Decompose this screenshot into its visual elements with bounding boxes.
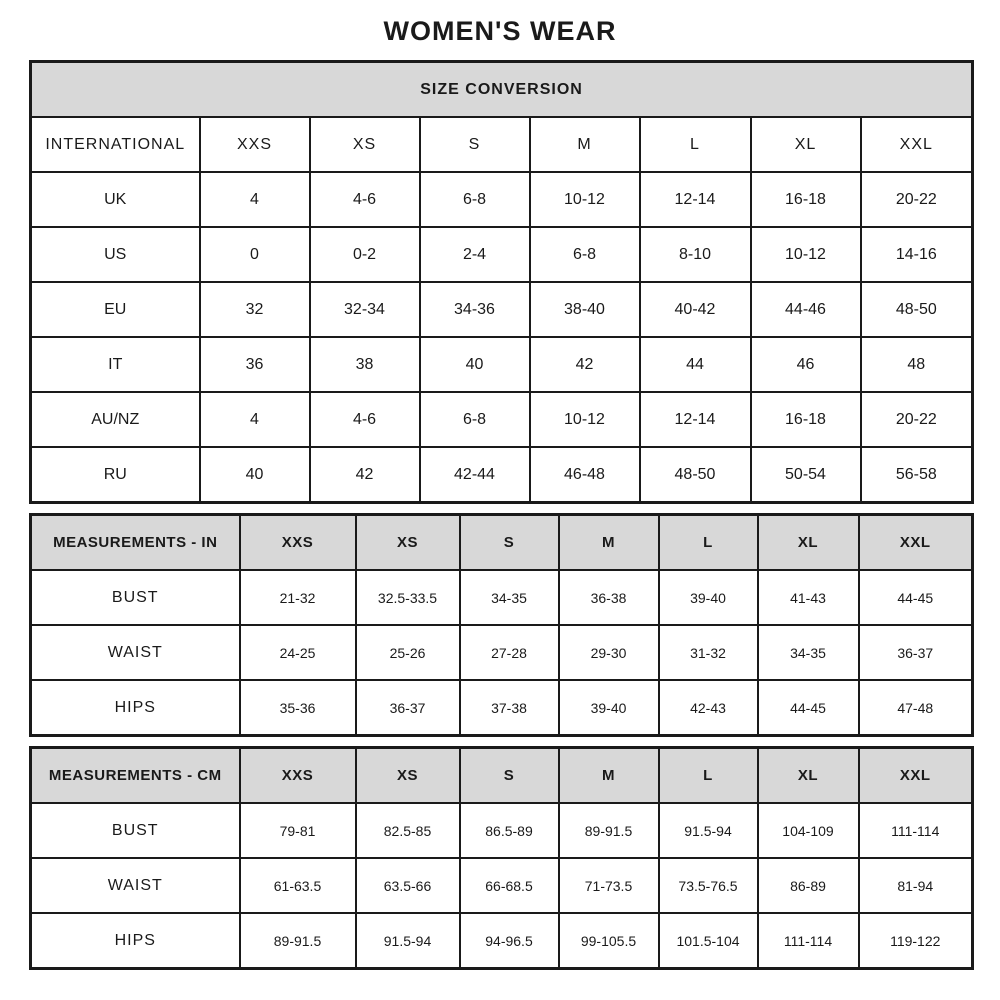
col-header-size: XS <box>356 748 460 804</box>
row-label: BUST <box>31 570 240 625</box>
size-value: 4-6 <box>310 172 420 227</box>
size-value: 8-10 <box>640 227 751 282</box>
table-row <box>31 337 973 392</box>
size-value: 12-14 <box>640 172 751 227</box>
col-header-size: XL <box>758 515 859 571</box>
measurement-value: 63.5-66 <box>356 858 460 913</box>
size-value: 16-18 <box>751 172 861 227</box>
row-label: HIPS <box>31 680 240 736</box>
size-value: 56-58 <box>861 447 973 503</box>
col-header-label: MEASUREMENTS - CM <box>31 748 240 804</box>
page-title: WOMEN'S WEAR <box>383 16 617 46</box>
col-header-size: S <box>460 515 559 571</box>
table-row <box>31 515 973 571</box>
measurement-value: 34-35 <box>758 625 859 680</box>
size-value: 0 <box>200 227 310 282</box>
measurement-value: 73.5-76.5 <box>659 858 758 913</box>
measurement-value: 36-37 <box>859 625 973 680</box>
size-value: 6-8 <box>420 392 530 447</box>
measurement-value: 36-38 <box>559 570 659 625</box>
measurement-value: 79-81 <box>240 803 356 858</box>
col-header-size: XXS <box>200 117 310 172</box>
size-value: 32 <box>200 282 310 337</box>
measurement-value: 99-105.5 <box>559 913 659 969</box>
table-row <box>31 62 973 118</box>
size-value: 44 <box>640 337 751 392</box>
measurement-value: 71-73.5 <box>559 858 659 913</box>
size-value: 42 <box>310 447 420 503</box>
size-value: 6-8 <box>530 227 640 282</box>
table-row <box>31 172 973 227</box>
size-value: 2-4 <box>420 227 530 282</box>
size-value: 10-12 <box>530 172 640 227</box>
measurement-value: 66-68.5 <box>460 858 559 913</box>
measurement-value: 91.5-94 <box>356 913 460 969</box>
size-value: 46-48 <box>530 447 640 503</box>
size-value: 50-54 <box>751 447 861 503</box>
col-header-size: L <box>640 117 751 172</box>
measurement-value: 111-114 <box>758 913 859 969</box>
measurement-value: 119-122 <box>859 913 973 969</box>
col-header-label: INTERNATIONAL <box>31 117 200 172</box>
measurement-value: 104-109 <box>758 803 859 858</box>
col-header-size: M <box>559 515 659 571</box>
measurement-value: 35-36 <box>240 680 356 736</box>
table-row <box>31 117 973 172</box>
measurement-value: 39-40 <box>659 570 758 625</box>
size-value: 36 <box>200 337 310 392</box>
page <box>29 0 971 970</box>
row-label: AU/NZ <box>31 392 200 447</box>
measurement-value: 24-25 <box>240 625 356 680</box>
size-value: 14-16 <box>861 227 973 282</box>
col-header-size: M <box>530 117 640 172</box>
measurement-value: 101.5-104 <box>659 913 758 969</box>
size-value: 48-50 <box>640 447 751 503</box>
measurement-value: 82.5-85 <box>356 803 460 858</box>
size-value: 32-34 <box>310 282 420 337</box>
table-row <box>31 858 973 913</box>
measurement-value: 61-63.5 <box>240 858 356 913</box>
col-header-size: XL <box>758 748 859 804</box>
size-value: 34-36 <box>420 282 530 337</box>
size-value: 10-12 <box>751 227 861 282</box>
measurement-value: 111-114 <box>859 803 973 858</box>
col-header-size: S <box>460 748 559 804</box>
size-value: 44-46 <box>751 282 861 337</box>
measurement-value: 36-37 <box>356 680 460 736</box>
size-value: 6-8 <box>420 172 530 227</box>
size-value: 4-6 <box>310 392 420 447</box>
col-header-size: XS <box>310 117 420 172</box>
row-label: WAIST <box>31 858 240 913</box>
size-value: 42 <box>530 337 640 392</box>
table-row <box>31 680 973 736</box>
measurement-value: 47-48 <box>859 680 973 736</box>
measurement-value: 86.5-89 <box>460 803 559 858</box>
measurement-value: 81-94 <box>859 858 973 913</box>
table-row <box>31 570 973 625</box>
measurement-value: 86-89 <box>758 858 859 913</box>
col-header-size: XS <box>356 515 460 571</box>
measurement-value: 21-32 <box>240 570 356 625</box>
size-value: 48-50 <box>861 282 973 337</box>
measurement-value: 37-38 <box>460 680 559 736</box>
table-row <box>31 913 973 969</box>
measurement-value: 32.5-33.5 <box>356 570 460 625</box>
size-value: 40 <box>420 337 530 392</box>
col-header-size: L <box>659 515 758 571</box>
size-value: 48 <box>861 337 973 392</box>
size-value: 16-18 <box>751 392 861 447</box>
measurement-value: 34-35 <box>460 570 559 625</box>
measurement-value: 89-91.5 <box>559 803 659 858</box>
size-value: 20-22 <box>861 392 973 447</box>
measurement-value: 91.5-94 <box>659 803 758 858</box>
measurement-value: 89-91.5 <box>240 913 356 969</box>
row-label: WAIST <box>31 625 240 680</box>
size-value: 40-42 <box>640 282 751 337</box>
size-value: 46 <box>751 337 861 392</box>
row-label: BUST <box>31 803 240 858</box>
size-value: 10-12 <box>530 392 640 447</box>
table-row <box>31 282 973 337</box>
size-value: 4 <box>200 392 310 447</box>
table-row <box>31 227 973 282</box>
size-value: 40 <box>200 447 310 503</box>
measurement-value: 39-40 <box>559 680 659 736</box>
col-header-size: XXL <box>861 117 973 172</box>
size-value: 38-40 <box>530 282 640 337</box>
measurement-value: 42-43 <box>659 680 758 736</box>
measurement-value: 25-26 <box>356 625 460 680</box>
measurement-value: 41-43 <box>758 570 859 625</box>
col-header-size: XXL <box>859 748 973 804</box>
col-header-size: M <box>559 748 659 804</box>
row-label: US <box>31 227 200 282</box>
measurement-value: 29-30 <box>559 625 659 680</box>
row-label: IT <box>31 337 200 392</box>
table-row <box>31 625 973 680</box>
col-header-size: XL <box>751 117 861 172</box>
measurement-value: 44-45 <box>859 570 973 625</box>
size-value: 4 <box>200 172 310 227</box>
measurements-cm-table <box>29 746 974 970</box>
size-conversion-table <box>29 60 974 504</box>
col-header-size: XXL <box>859 515 973 571</box>
measurements-in-table <box>29 513 974 737</box>
row-label: HIPS <box>31 913 240 969</box>
col-header-size: S <box>420 117 530 172</box>
size-conversion-banner: SIZE CONVERSION <box>31 62 973 118</box>
row-label: RU <box>31 447 200 503</box>
size-value: 0-2 <box>310 227 420 282</box>
col-header-size: XXS <box>240 515 356 571</box>
size-value: 38 <box>310 337 420 392</box>
row-label: EU <box>31 282 200 337</box>
row-label: UK <box>31 172 200 227</box>
col-header-label: MEASUREMENTS - IN <box>31 515 240 571</box>
col-header-size: XXS <box>240 748 356 804</box>
measurement-value: 27-28 <box>460 625 559 680</box>
table-row <box>31 392 973 447</box>
measurement-value: 44-45 <box>758 680 859 736</box>
table-row <box>31 447 973 503</box>
size-value: 20-22 <box>861 172 973 227</box>
col-header-size: L <box>659 748 758 804</box>
size-value: 12-14 <box>640 392 751 447</box>
size-value: 42-44 <box>420 447 530 503</box>
measurement-value: 94-96.5 <box>460 913 559 969</box>
measurement-value: 31-32 <box>659 625 758 680</box>
table-row <box>31 748 973 804</box>
table-row <box>31 803 973 858</box>
